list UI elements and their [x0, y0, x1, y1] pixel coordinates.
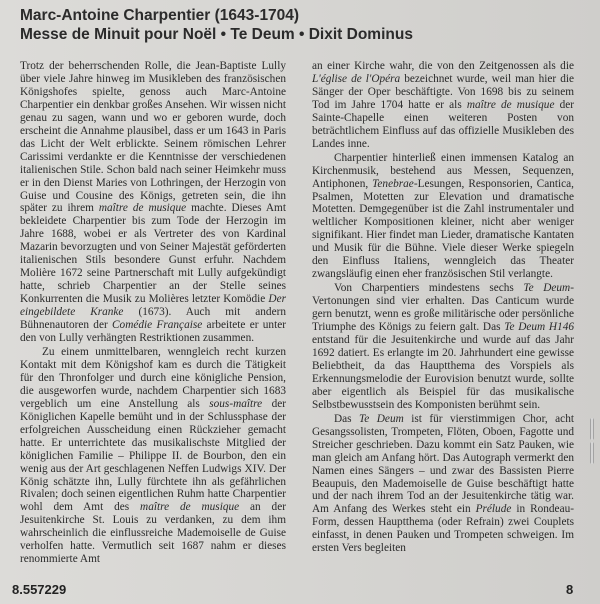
page-header — [20, 6, 590, 44]
binder-clip — [590, 442, 594, 464]
paragraph: Das Te Deum ist für vierstimmigen Chor, acht Gesangssolisten, Trompeten, Flöten, Oboen, Fagotte und Streicher geschrieben. Dazu kommt ein Satz Pauken, wie man gleich am Anfang hört. Das Autograph vermerkt den Namen eines Sängers – und zwar des Bassisten Pierre Beaupuis, den Mademoiselle de Guise beschäftigt hatte und der nach ihrem Tod an der Jesuitenkirche tätig war. Am Anfang des Werkes steht ein Prélude in Rondeau-Form, dessen Hauptthema (oder Refrain) zwei Couplets einfasst, in denen Pauken und Trompeten schweigen. Im ersten Vers begleiten — [312, 412, 574, 555]
composer-title: Marc-Antoine Charpentier (1643-1704) — [20, 7, 300, 24]
works-title: Messe de Minuit pour Noël • Te Deum • Dixit Dominus — [20, 26, 413, 43]
paragraph: an einer Kirche wahr, die von den Zeitgenossen als die L'église de l'Opéra bezeichnet wurde, weil man hier die Sänger der Oper beschäftigte. Von 1698 bis zu seinem Tod im Jahre 1704 hatte er als maître de musique der Sainte-Chapelle einen weiteren Posten von beträchtlichem Einfluss auf das offizielle Musikleben des Landes inne. — [312, 60, 575, 150]
binder-clip — [590, 418, 594, 440]
paragraph: Charpentier hinterließ einen immensen Katalog an Kirchenmusik, bestehend aus Messen, Sequenzen, Antiphonen, Tenebrae-Lesungen, Responsorien, Cantica, Psalmen, Motetten zur Elevation und dramatische Motetten. Demgegenüber ist die Zahl instrumentaler und weltlicher Kompositionen kleiner, nicht aber weniger signifikant. Hier findet man Lieder, dramatische Kantaten und Musik für die Bühne. Viele dieser Werke spiegeln den Einfluss Italiens, wenngleich das Theater zwangsläufig einen eher französischen Stil verlangte. — [312, 151, 574, 281]
left-column — [20, 60, 286, 566]
right-column — [312, 60, 574, 555]
paragraph: Trotz der beherrschenden Rolle, die Jean-Baptiste Lully über viele Jahre hinweg im Musikleben des französischen Königshofes spielte, genoss auch Marc-Antoine Charpentier ein denkbar großes Ansehen. Wir wissen nicht genau zu sagen, wann und wo er geboren wurde, doch erscheint die Annahme plausibel, dass er um 1643 in Paris das Licht der Welt erblickte. Seinem römischen Lehrer Carissimi verdankte er die Kenntnisse der verschiedenen italienischen Stile. Schon bald nach seiner Heimkehr muss er in den Dienst Maries von Lothringen, der Herzogin von Guise und Cousine des Königs, getreten sein, die ihn später zu ihrem maître de musique machte. Dieses Amt bekleidete Charpentier bis zum Tode der Herzogin im Jahre 1688, wobei er als Vertreter des von Kardinal Mazarin bevorzugten und von Seiner Majestät geförderten italienischen Stils besondere Gunst erfuhr. Nachdem Molière 1672 seine Partnerschaft mit Lully aufgekündigt hatte, schrieb Charpentier an der Stelle seines Konkurrenten die Musik zu Molières letzter Komödie Der eingebildete Kranke (1673). Auch mit andern Bühnenautoren der Comédie Française arbeitete er unter den von Lully verhängten Restriktionen zusammen. — [20, 60, 286, 345]
paragraph: Von Charpentiers mindestens sechs Te Deum-Vertonungen sind vier erhalten. Das Canticum wurde gern benutzt, wenn es große militärische oder persönliche Triumphe des Königs zu feiern galt. Das Te Deum H146 entstand für die Jesuitenkirche und wurde auf das Jahr 1692 datiert. Es erlangte im 20. Jahrhundert eine gewisse Beliebtheit, da das Hauptthema des Vorspiels als Erkennungsmelodie der Eurovision benutzt wurde, sollte aber eigentlich als Beispiel für das musikalische Selbstbewusstsein des Komponisten berühmt sein. — [312, 282, 574, 411]
text-columns — [20, 60, 582, 580]
page-footer — [0, 580, 600, 600]
page-number: 8 — [566, 582, 574, 597]
catalog-number: 8.557229 — [12, 582, 67, 597]
paragraph: Zu einem unmittelbaren, wenngleich recht kurzen Kontakt mit dem Königshof kam es durch die Tätigkeit für den Thronfolger und durch eine königliche Pension, die ausgeworfen wurde, nachdem Charpentier sich 1683 vergeblich um eine Anstellung als sous-maître der Königlichen Kapelle bemüht und in der Schlussphase der erfolgreichen Ausscheidung einen Rückzieher gemacht hatte. Er unterrichtete das musikalischste Mitglied der königlichen Familie – Philippe II. de Bourbon, den ein wenig aus der Art geschlagenen Neffen Ludwigs XIV. Der König schätzte ihn, Lully fürchtete ihn als gefährlichen Rivalen; doch seinen eigentlichen Ruhm hatte Charpentier wohl dem Amt des maître de musique an der Jesuitenkirche St. Louis zu verdanken, zu dem ihm wahrscheinlich die einflussreiche Mademoiselle de Guise verholfen hatte. Vermutlich seit 1687 nahm er dieses renommierte Amt — [20, 345, 286, 566]
